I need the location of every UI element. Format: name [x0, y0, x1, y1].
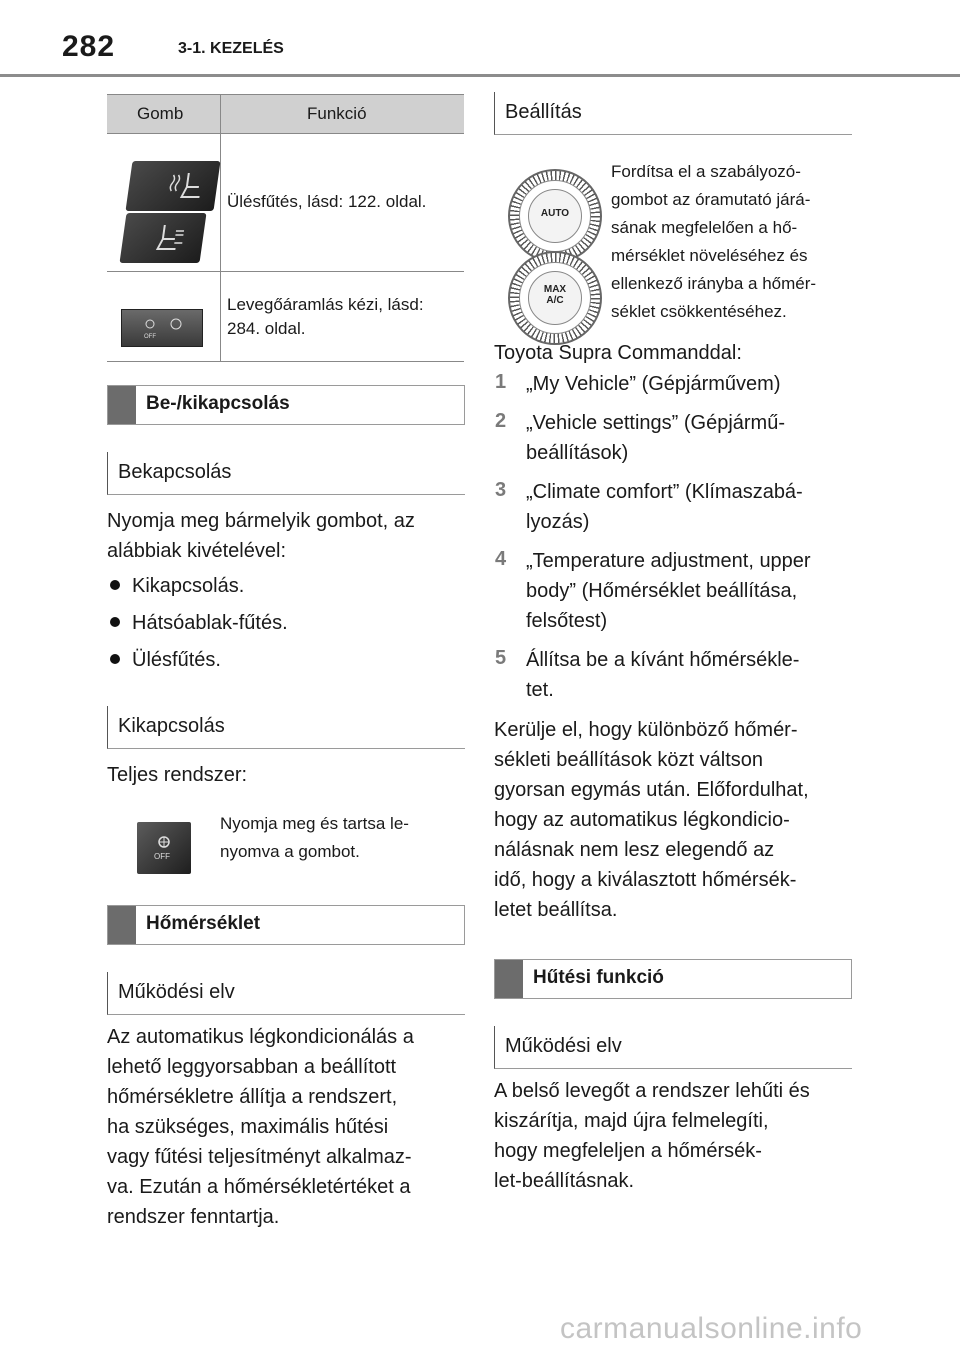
full-system-label: Teljes rendszer: [107, 764, 248, 786]
max-label: MAX [543, 284, 567, 295]
cool-line: A belső levegőt a rendszer lehűti és [494, 1080, 810, 1102]
section-cooling [494, 959, 852, 999]
subheading-off: Kikapcsolás [107, 706, 465, 749]
step-number: 2 [495, 410, 507, 432]
principle-line: vagy fűtési teljesítményt alkalmaz- [107, 1146, 412, 1168]
principle-line: hőmérsékletre állítja a rendszert, [107, 1086, 398, 1108]
section-cooling-title: Hűtési funkció [533, 967, 664, 988]
section-on-off [107, 385, 465, 425]
avoid-line: sékleti beállítások közt váltson [494, 749, 764, 771]
table-header [107, 95, 464, 134]
hold-text-line1: Nyomja meg és tartsa le- [220, 814, 409, 833]
section-temperature [107, 905, 465, 945]
seat-heating-button-icon [125, 161, 220, 211]
step-text: Állítsa be a kívánt hőmérsékle- [526, 649, 800, 671]
subheading-setting: Beállítás [494, 92, 852, 135]
seat-ventilation-button-icon [119, 213, 206, 263]
section-on-off-title: Be-/kikapcsolás [146, 393, 290, 414]
step-text: „Temperature adjustment, upper [526, 550, 811, 572]
on-text-line1: Nyomja meg bármelyik gombot, az [107, 510, 415, 532]
ac-label: A/C [546, 295, 564, 306]
list-item: Kikapcsolás. [110, 571, 244, 601]
step-text: „Climate comfort” (Klímaszabá- [526, 481, 803, 503]
on-text-line2: alábbiak kivételével: [107, 540, 286, 562]
avoid-line: hogy az automatikus légkondicio- [494, 809, 790, 831]
airflow-button-icon [121, 309, 203, 347]
principle-line: ha szükséges, maximális hűtési [107, 1116, 389, 1138]
turn-line: sának megfelelően a hő- [611, 218, 798, 237]
hold-text-line2: nyomva a gombot. [220, 842, 360, 861]
svg-text:OFF: OFF [144, 334, 156, 340]
subheading-principle-cooling: Működési elv [494, 1026, 852, 1069]
header-divider [0, 74, 960, 77]
avoid-line: gyorsan egymás után. Előfordulhat, [494, 779, 809, 801]
principle-line: lehető leggyorsabban a beállított [107, 1056, 397, 1078]
button-function-table [107, 94, 464, 362]
subheading-principle: Működési elv [107, 972, 465, 1015]
avoid-line: Kerülje el, hogy különböző hőmér- [494, 719, 798, 741]
step-text: beállítások) [526, 442, 629, 464]
page-number: 282 [62, 30, 116, 63]
avoid-line: letet beállítsa. [494, 899, 618, 921]
turn-line: gombot az óramutató járá- [611, 190, 811, 209]
step-text: lyozás) [526, 511, 590, 533]
step-number: 4 [495, 548, 507, 570]
section-title: 3-1. KEZELÉS [178, 40, 284, 57]
principle-line: va. Ezután a hőmérsékletértéket a [107, 1176, 411, 1198]
step-text: tet. [526, 679, 554, 701]
step-text: body” (Hőmérséklet beállítása, [526, 580, 798, 602]
step-text: „Vehicle settings” (Gépjármű- [526, 412, 785, 434]
step-text: felsőtest) [526, 610, 608, 632]
list-item: Ülésfűtés. [110, 645, 221, 675]
row2-function-line2: 284. oldal. [227, 319, 306, 338]
turn-line: mérséklet növeléséhez és [611, 246, 808, 265]
section-temperature-title: Hőmérséklet [146, 913, 261, 934]
turn-line: ellenkező irányba a hőmér- [611, 274, 817, 293]
cool-line: kiszárítja, majd újra felmelegíti, [494, 1110, 769, 1132]
col-header-function: Funkció [307, 104, 367, 123]
turn-line: séklet csökkentéséhez. [611, 302, 787, 321]
step-number: 3 [495, 479, 507, 501]
temperature-knob-icon [508, 169, 602, 263]
off-label: OFF [154, 852, 170, 861]
fan-off-button-icon [137, 822, 191, 874]
temperature-knob-icon [508, 251, 602, 345]
principle-line: rendszer fenntartja. [107, 1206, 280, 1228]
principle-line: Az automatikus légkondicionálás a [107, 1026, 414, 1048]
watermark: carmanualsonline.info [560, 1312, 863, 1345]
col-header-button: Gomb [137, 104, 184, 123]
commander-label: Toyota Supra Commanddal: [494, 342, 742, 364]
list-item: Hátsóablak-fűtés. [110, 608, 288, 638]
auto-label: AUTO [540, 208, 570, 219]
row1-function: Ülésfűtés, lásd: 122. oldal. [227, 192, 427, 211]
step-number: 1 [495, 371, 507, 393]
cool-line: hogy megfeleljen a hőmérsék- [494, 1140, 762, 1162]
turn-line: Fordítsa el a szabályozó- [611, 162, 801, 181]
step-text: „My Vehicle” (Gépjárművem) [526, 373, 781, 395]
step-number: 5 [495, 647, 507, 669]
avoid-line: idő, hogy a kiválasztott hőmérsék- [494, 869, 797, 891]
cool-line: let-beállításnak. [494, 1170, 635, 1192]
row2-function-line1: Levegőáramlás kézi, lásd: [227, 295, 424, 314]
avoid-line: nálásnak nem lesz elegendő az [494, 839, 775, 861]
subheading-on: Bekapcsolás [107, 452, 465, 495]
